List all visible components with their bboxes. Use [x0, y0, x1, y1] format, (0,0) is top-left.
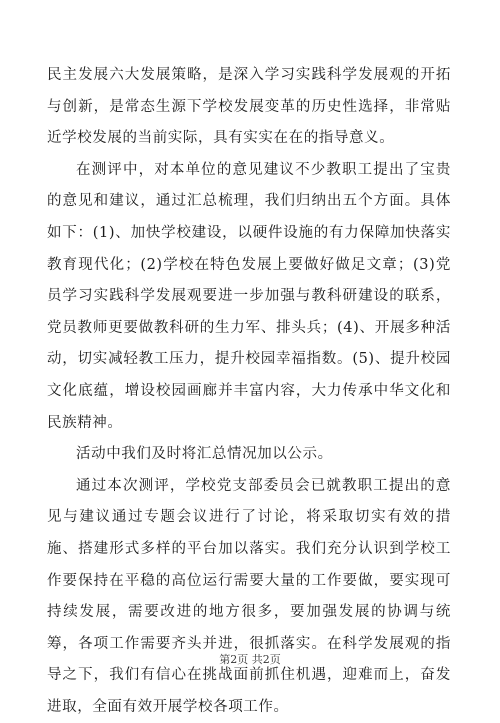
page-footer: 第2页 共2页: [219, 653, 281, 666]
paragraph: 通过本次测评，学校党支部委员会已就教职工提出的意见与建议通过专题会议进行了讨论，将采取切实有效的措施、搭建形式多样的平台加以落实。我们充分认识到学校工作要保持在平稳的高位运行需要大量的工作要做，要实现可持续发展，需要改进的地方很多，要加强发展的协调与统筹，各项工作需要齐头并进，很抓落实。在科学发展观的指导之下，我们有信心在挑战面前抓住机遇，迎难而上，奋发进取，全面有效开展学校各项工作。: [47, 477, 451, 715]
paragraph: 活动中我们及时将汇总情况加以公示。: [76, 446, 333, 463]
paragraph: 在测评中，对本单位的意见建议不少教职工提出了宝贵的意见和建议，通过汇总梳理，我们归纳出五个方面。具体如下：(1)、加快学校建设，以硬件设施的有力保障加快落实教育现代化；(2)学校在特色发展上要做好做足文章；(3)党员学习实践科学发展观要进一步加强与教科研建设的联系，党员教师更要做教科研的生力军、排头兵；(4)、开展多种活动，切实减轻教工压力，提升校园幸福指数。(5)、提升校园文化底蕴，增设校园画廊并丰富内容，大力传承中华文化和民族精神。: [47, 161, 451, 431]
paragraph: 民主发展六大发展策略，是深入学习实践科学发展观的开拓与创新，是常态生源下学校发展变革的历史性选择，非常贴近学校发展的当前实际，具有实实在在的指导意义。: [47, 67, 451, 147]
document-body: [47, 60, 451, 723]
